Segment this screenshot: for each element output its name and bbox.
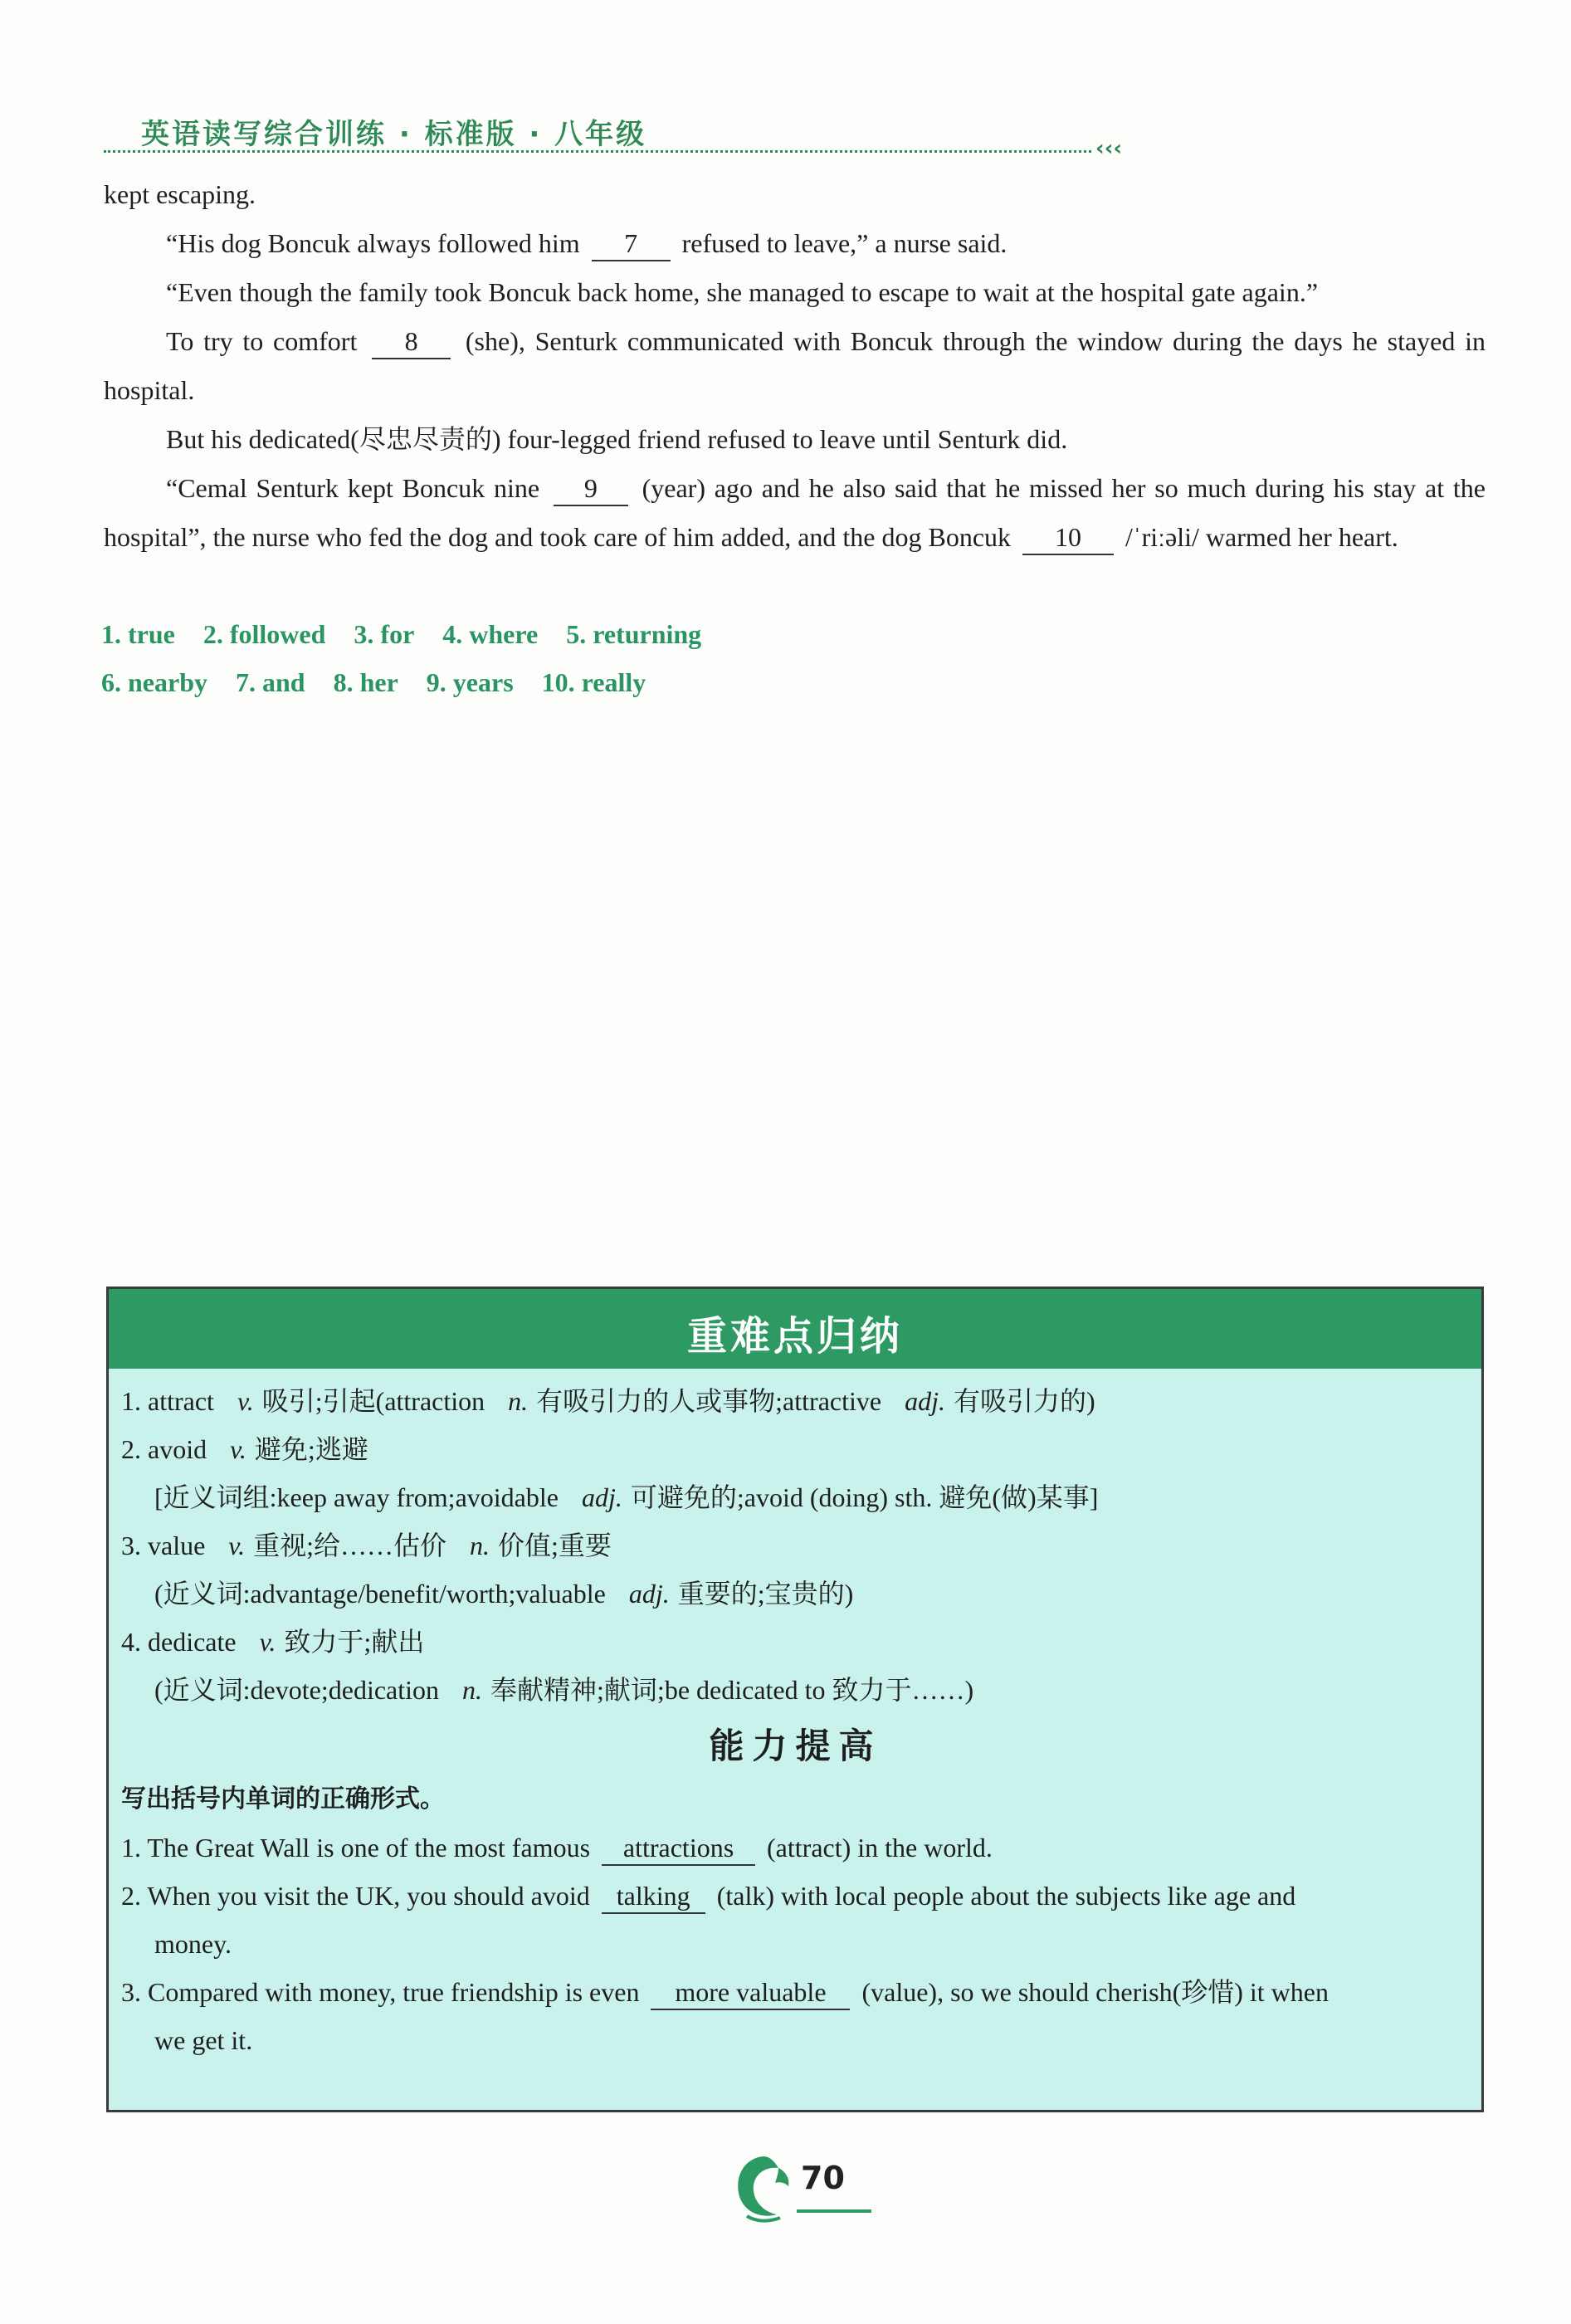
exercise-1-answer: attractions [602, 1831, 755, 1866]
vocab-item-attract [121, 1377, 1470, 1425]
answer-item: 9. years [426, 667, 514, 697]
passage-paragraph-2 [104, 219, 1486, 268]
key-points-title: 重难点归纳 [686, 1313, 903, 1360]
passage-text: (she), Senturk communicated with Boncuk through the window during the days he stayed in hospital. [104, 326, 1486, 405]
vocab-note: 可避免的;avoid (doing) sth. 避免(做)某事] [630, 1482, 1099, 1512]
exercise-2 [121, 1872, 1470, 1920]
passage-paragraph-5: But his dedicated(尽忠尽责的) four-legged friend refused to leave until Senturk did. [166, 424, 1068, 454]
vocab-note: 重要的;宝贵的) [677, 1579, 854, 1609]
exercise-3-answer: more valuable [651, 1975, 850, 2010]
part-of-speech: adj. [628, 1579, 670, 1609]
part-of-speech: v. [230, 1434, 246, 1464]
part-of-speech: adj. [581, 1482, 622, 1512]
vocab-definition: 重视;给……估价 [253, 1531, 447, 1560]
passage-text: “His dog Boncuk always followed him [166, 228, 580, 258]
part-of-speech: v. [237, 1386, 254, 1416]
vocab-definition: 致力于;献出 [284, 1627, 425, 1657]
page-number-underline [797, 2209, 871, 2213]
vocab-note: (近义词:advantage/benefit/worth;valuable [154, 1579, 606, 1609]
reading-passage [104, 170, 1486, 562]
vocab-note-value [121, 1570, 1470, 1618]
vocab-note: 奉献精神;献词;be dedicated to 致力于……) [490, 1675, 974, 1705]
vocab-item-dedicate [121, 1618, 1470, 1666]
exercise-text: (attract) in the world. [767, 1833, 993, 1863]
vocab-word: 4. dedicate [121, 1627, 237, 1657]
header-arrows-icon: ‹‹‹ [1095, 136, 1123, 161]
book-title: 英语读写综合训练 · 标准版 · 八年级 [141, 118, 647, 151]
exercise-text: 3. Compared with money, true friendship is even [121, 1977, 640, 2007]
vocab-definition: 有吸引力的人或事物;attractive [536, 1386, 882, 1416]
exercise-3-continued: we get it. [154, 2025, 253, 2055]
answer-item: 4. where [442, 619, 539, 649]
answer-item: 3. for [354, 619, 415, 649]
header-divider [104, 150, 1091, 153]
answer-item: 2. followed [202, 619, 326, 649]
passage-text: refused to leave,” a nurse said. [681, 228, 1007, 258]
part-of-speech: v. [259, 1627, 276, 1657]
blank-9: 9 [554, 471, 628, 506]
answer-row-2 [101, 658, 1097, 706]
answer-key [101, 610, 1097, 706]
exercise-text: 2. When you visit the UK, you should avoid [121, 1881, 590, 1911]
key-points-body [121, 1377, 1470, 2064]
passage-text: (year) ago and he also said that he missed her so much during his stay at the hospital”, the nurse who fed the dog and took care of him added, and the dog Boncuk [104, 473, 1486, 552]
passage-paragraph-6 [104, 464, 1486, 562]
passage-text: To try to comfort [166, 326, 358, 356]
answer-item: 5. returning [566, 619, 702, 649]
page-number: 70 [801, 2160, 845, 2196]
blank-7: 7 [592, 227, 671, 261]
vocab-note-avoid [121, 1473, 1470, 1521]
exercise-2-continued: money. [154, 1929, 232, 1959]
dolphin-logo-icon [730, 2150, 797, 2224]
passage-text: /ˈriːəli/ warmed her heart. [1125, 522, 1398, 552]
vocab-note-dedicate [121, 1666, 1470, 1714]
page-header [104, 106, 1133, 161]
vocab-definition: 有吸引力的) [953, 1386, 1095, 1416]
part-of-speech: adj. [905, 1386, 945, 1416]
vocab-definition: 价值;重要 [498, 1531, 612, 1560]
exercise-text: 1. The Great Wall is one of the most famous [121, 1833, 591, 1863]
exercise-instruction: 写出括号内单词的正确形式。 [121, 1784, 445, 1814]
vocab-word: 2. avoid [121, 1434, 207, 1464]
passage-line-1: kept escaping. [104, 179, 256, 209]
vocab-word: 3. value [121, 1531, 206, 1560]
vocab-note: [近义词组:keep away from;avoidable [154, 1482, 559, 1512]
blank-10: 10 [1022, 520, 1114, 555]
answer-item: 6. nearby [101, 667, 207, 697]
exercise-1 [121, 1824, 1470, 1872]
exercise-text: (talk) with local people about the subjects like age and [716, 1881, 1296, 1911]
key-points-header [109, 1289, 1481, 1369]
answer-item: 8. her [333, 667, 398, 697]
vocab-note: (近义词:devote;dedication [154, 1675, 440, 1705]
passage-paragraph-4 [104, 317, 1486, 415]
passage-paragraph-3: “Even though the family took Boncuk back home, she managed to escape to wait at the hospital gate again.” [166, 277, 1319, 307]
answer-item: 10. really [541, 667, 646, 697]
page-footer [730, 2150, 880, 2224]
part-of-speech: v. [228, 1531, 246, 1560]
answer-item: 7. and [236, 667, 305, 697]
part-of-speech: n. [470, 1531, 490, 1560]
key-points-box [106, 1286, 1484, 2112]
part-of-speech: n. [508, 1386, 529, 1416]
ability-section-title: 能力提高 [709, 1726, 882, 1766]
exercise-2-answer: talking [602, 1879, 705, 1914]
answer-item: 1. true [101, 619, 175, 649]
blank-8: 8 [372, 325, 451, 359]
vocab-definition: 避免;逃避 [254, 1434, 368, 1464]
vocab-definition: 吸引;引起(attraction [261, 1386, 485, 1416]
part-of-speech: n. [462, 1675, 483, 1705]
exercise-text: (value), so we should cherish(珍惜) it when [861, 1977, 1329, 2007]
vocab-item-avoid [121, 1425, 1470, 1473]
vocab-item-value [121, 1521, 1470, 1570]
passage-text: “Cemal Senturk kept Boncuk nine [166, 473, 540, 503]
vocab-word: 1. attract [121, 1386, 214, 1416]
exercise-3 [121, 1968, 1470, 2016]
answer-row-1 [101, 610, 1097, 658]
